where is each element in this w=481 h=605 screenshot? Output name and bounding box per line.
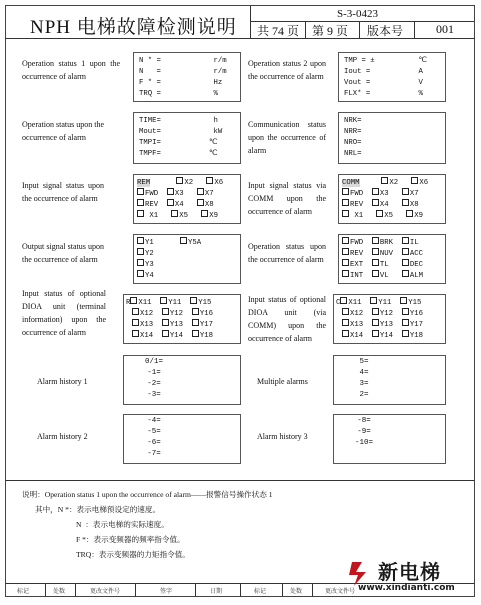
op1-field: F * = Hz — [139, 79, 223, 87]
history-value: -10= — [354, 439, 373, 447]
checkbox-icon — [342, 188, 349, 195]
input-row — [137, 199, 214, 211]
dioa-comm-cell: Y17 — [409, 321, 423, 329]
operation-cell: IL — [409, 239, 419, 247]
history-value: 0/1= — [144, 358, 163, 366]
input-box — [133, 174, 241, 224]
checkbox-icon — [402, 330, 409, 337]
checkbox-icon — [372, 188, 379, 195]
alarm-history-1-label: Alarm history 1 — [37, 377, 88, 386]
checkbox-icon — [132, 319, 139, 326]
output-cell: Y1 — [145, 239, 154, 247]
checkbox-icon — [130, 297, 137, 304]
input-row — [137, 188, 214, 200]
doc-title: NPH 电梯故障检测说明 — [30, 17, 237, 38]
watermark-url: www.xindianti.com — [358, 583, 455, 593]
checkbox-icon — [342, 248, 349, 255]
note-line: N ：表示电梯的实际速度。 — [76, 520, 169, 529]
input-comm-row — [342, 177, 428, 189]
checkbox-icon — [372, 199, 379, 206]
checkbox-icon — [190, 297, 197, 304]
dioa-comm-row — [336, 297, 421, 309]
checkbox-icon — [167, 199, 174, 206]
op1-label: Operation status 1 upon the occurrence of alarm — [22, 59, 120, 81]
note-line: 说明：Operation status 1 upon the occurrence of alarm——报警信号操作状态 1 — [22, 490, 273, 499]
alarm-history-3-label: Alarm history 3 — [257, 432, 308, 441]
checkbox-icon — [402, 199, 409, 206]
ops-box — [133, 112, 241, 164]
input-cell: FWD — [145, 190, 159, 198]
history-value: -8= — [357, 417, 371, 425]
version-label: 版本号 — [367, 24, 404, 38]
operation-row — [342, 248, 423, 260]
history-value: -4= — [147, 417, 161, 425]
input-cell: X4 — [174, 201, 184, 209]
comm-box — [338, 112, 446, 164]
input-cell: X6 — [214, 179, 224, 187]
op2-field: TMP = ± ℃ — [344, 57, 427, 65]
input-lead: REM — [137, 179, 151, 187]
checkbox-icon — [411, 177, 418, 184]
checkbox-icon — [197, 188, 204, 195]
checkbox-icon — [406, 210, 413, 217]
history-value: 4= — [359, 369, 369, 377]
output-row — [137, 237, 201, 249]
output-cell: Y3 — [145, 261, 154, 269]
dioa-comm-cell: Y11 — [378, 299, 392, 307]
dioa-comm-cell: X14 — [350, 332, 364, 340]
history-value: -3= — [147, 391, 161, 399]
doc-number: S-3-0423 — [337, 8, 378, 20]
header-sep-2 — [305, 21, 306, 38]
header-rule-2 — [5, 38, 475, 39]
input-comm-cell: X7 — [409, 190, 419, 198]
operation-row — [342, 270, 423, 282]
note-line: F *：表示变频器的频率指令值。 — [76, 535, 185, 544]
checkbox-icon — [372, 270, 379, 277]
checkbox-icon — [180, 237, 187, 244]
operation-cell: DEC — [409, 261, 423, 269]
footer-cell: 更改文件号 — [325, 589, 356, 595]
checkbox-icon — [402, 259, 409, 266]
output-row — [137, 270, 154, 282]
comm-field: NRO= — [344, 139, 362, 147]
dioa-comm-cell: X12 — [350, 310, 364, 318]
checkbox-icon — [137, 248, 144, 255]
dioa-comm-row — [342, 319, 423, 331]
note-line: TRQ：表示变频器的力矩指令值。 — [76, 550, 190, 559]
operation-cell: EXT — [350, 261, 364, 269]
input-comm-lead: COMM — [342, 179, 360, 187]
version-number: 001 — [436, 22, 454, 36]
checkbox-icon — [342, 210, 349, 217]
input-comm-cell: X8 — [409, 201, 419, 209]
checkbox-icon — [342, 259, 349, 266]
ops-field: TMPF= ℃ — [139, 150, 218, 158]
note-line: 其中，N *：表示电梯预设定的速度。 — [35, 505, 161, 514]
dioa-cell: Y11 — [168, 299, 182, 307]
ops-field: TIME= h — [139, 117, 218, 125]
footer-cell: 处数 — [53, 589, 66, 595]
checkbox-icon — [402, 237, 409, 244]
checkbox-icon — [162, 319, 169, 326]
checkbox-icon — [162, 330, 169, 337]
comm-label: Communication status upon the occurrence of alarm — [248, 120, 326, 155]
ops-field: Mout= kW — [139, 128, 223, 136]
operation-label: Operation status upon the occurrence of alarm — [248, 242, 326, 264]
checkbox-icon — [192, 308, 199, 315]
watermark-logo — [346, 556, 474, 598]
output-cell: Y2 — [145, 250, 154, 258]
checkbox-icon — [342, 330, 349, 337]
output-label: Output signal status upon the occurrence of alarm — [22, 242, 104, 264]
op1-field: N = r/m — [139, 68, 227, 76]
input-row — [137, 210, 218, 222]
checkbox-icon — [342, 270, 349, 277]
input-comm-cell: X4 — [379, 201, 389, 209]
operation-cell: REV — [350, 250, 364, 258]
ops-field: TMPI= ℃ — [139, 139, 218, 147]
checkbox-icon — [400, 297, 407, 304]
footer-sep — [312, 583, 313, 597]
checkbox-icon — [132, 308, 139, 315]
checkbox-icon — [167, 188, 174, 195]
checkbox-icon — [402, 270, 409, 277]
checkbox-icon — [137, 259, 144, 266]
alarm-history-2-label: Alarm history 2 — [37, 432, 88, 441]
footer-sep — [282, 583, 283, 597]
comm-field: NRL= — [344, 150, 362, 158]
output-cell: Y4 — [145, 272, 154, 280]
op1-box — [133, 52, 241, 102]
dioa-comm-cell: Y13 — [379, 321, 394, 329]
dioa-cell: X12 — [140, 310, 154, 318]
dioa-cell: Y14 — [169, 332, 184, 340]
dioa-comm-cell: Y18 — [409, 332, 423, 340]
checkbox-icon — [137, 210, 144, 217]
checkbox-icon — [197, 199, 204, 206]
checkbox-icon — [372, 248, 379, 255]
ops-label: Operation status upon the occurrence of alarm — [22, 120, 104, 142]
dioa-comm-row — [342, 308, 423, 320]
dioa-cell: X11 — [138, 299, 152, 307]
operation-cell: TL — [379, 261, 389, 269]
operation-cell: INT — [350, 272, 364, 280]
dioa-cell: Y15 — [198, 299, 212, 307]
dioa-comm-cell: Y16 — [409, 310, 423, 318]
op2-field: Iout = A — [344, 68, 423, 76]
checkbox-icon — [402, 248, 409, 255]
comm-field: NRK= — [344, 117, 362, 125]
checkbox-icon — [370, 297, 377, 304]
dioa-cell: Y16 — [199, 310, 213, 318]
input-comm-cell: X2 — [389, 179, 399, 187]
input-label: Input signal status upon the occurrence of alarm — [22, 181, 104, 203]
dioa-lead: R — [126, 299, 131, 307]
output-row — [137, 248, 154, 260]
operation-row — [342, 259, 423, 271]
footer-cell: 日期 — [210, 589, 223, 595]
checkbox-icon — [340, 297, 347, 304]
input-cell: X2 — [184, 179, 194, 187]
input-row — [137, 177, 223, 189]
page-number: 第 9 页 — [312, 24, 349, 38]
checkbox-icon — [160, 297, 167, 304]
dioa-box — [123, 294, 241, 344]
input-comm-cell: X1 — [354, 212, 364, 220]
checkbox-icon — [402, 188, 409, 195]
op2-label: Operation status 2 upon the occurrence of alarm — [248, 59, 326, 81]
history-value: -9= — [357, 428, 371, 436]
checkbox-icon — [376, 210, 383, 217]
checkbox-icon — [402, 319, 409, 326]
dioa-cell: Y17 — [199, 321, 213, 329]
checkbox-icon — [372, 330, 379, 337]
checkbox-icon — [402, 308, 409, 315]
checkbox-icon — [137, 188, 144, 195]
input-comm-cell: X9 — [414, 212, 423, 220]
output-cell: Y5A — [188, 239, 202, 247]
dioa-cell: X14 — [140, 332, 154, 340]
input-comm-row — [342, 188, 419, 200]
footer-sep — [45, 583, 46, 597]
watermark-text: 新电梯 — [378, 560, 441, 584]
input-comm-cell: X3 — [379, 190, 389, 198]
input-comm-box — [338, 174, 446, 224]
output-box — [133, 234, 241, 284]
operation-cell: ALM — [409, 272, 423, 280]
history-value: -1= — [147, 369, 161, 377]
alarm-history-1-box — [123, 355, 241, 405]
alarm-history-2-box — [123, 414, 241, 464]
dioa-comm-cell: Y12 — [379, 310, 394, 318]
comm-field: NRR= — [344, 128, 362, 136]
input-cell: X7 — [204, 190, 214, 198]
checkbox-icon — [372, 237, 379, 244]
input-cell: X1 — [149, 212, 159, 220]
input-comm-cell: X6 — [419, 179, 429, 187]
checkbox-icon — [381, 177, 388, 184]
operation-box — [338, 234, 446, 284]
op2-box — [338, 52, 446, 102]
input-comm-cell: REV — [350, 201, 364, 209]
checkbox-icon — [372, 319, 379, 326]
input-cell: X8 — [204, 201, 214, 209]
operation-row — [342, 237, 419, 249]
footer-sep — [75, 583, 76, 597]
input-cell: REV — [145, 201, 159, 209]
dioa-comm-cell: Y15 — [408, 299, 422, 307]
footer-cell: 更改文件号 — [90, 589, 121, 595]
dioa-comm-label: Input status of optional DIOA unit (via COMM) upon the occurrence of alarm — [248, 295, 326, 343]
output-row — [137, 259, 154, 271]
operation-cell: FWD — [350, 239, 364, 247]
operation-cell: NUV — [379, 250, 394, 258]
op2-field: Vout = V — [344, 79, 423, 87]
footer-cell: 处数 — [290, 589, 303, 595]
dioa-cell: Y12 — [169, 310, 184, 318]
op2-field: FLX* = % — [344, 90, 423, 98]
checkbox-icon — [206, 177, 213, 184]
footer-sep — [240, 583, 241, 597]
footer-sep — [135, 583, 136, 597]
footer-cell: 标记 — [17, 589, 30, 595]
dioa-row — [132, 308, 213, 320]
history-value: -5= — [147, 428, 161, 436]
input-cell: X3 — [174, 190, 184, 198]
dioa-comm-cell: X11 — [348, 299, 362, 307]
op1-field: TRQ = % — [139, 90, 218, 98]
checkbox-icon — [192, 330, 199, 337]
dioa-comm-cell: X13 — [350, 321, 364, 329]
operation-cell: ACC — [409, 250, 423, 258]
history-value: 5= — [359, 358, 369, 366]
history-value: 2= — [359, 391, 369, 399]
header-sep — [250, 6, 251, 38]
checkbox-icon — [342, 237, 349, 244]
op1-field: N * = r/m — [139, 57, 227, 65]
dioa-cell: Y13 — [169, 321, 184, 329]
dioa-comm-cell: Y14 — [379, 332, 394, 340]
checkbox-icon — [192, 319, 199, 326]
dioa-row — [126, 297, 211, 309]
input-comm-row — [342, 199, 419, 211]
notes-rule — [5, 480, 475, 481]
multiple-alarms-label: Multiple alarms — [257, 377, 308, 386]
operation-cell: VL — [379, 272, 389, 280]
dioa-row — [132, 330, 213, 342]
header-sep-3 — [359, 21, 360, 38]
checkbox-icon — [162, 308, 169, 315]
history-value: -6= — [147, 439, 161, 447]
dioa-comm-row — [342, 330, 423, 342]
input-comm-row — [342, 210, 423, 222]
checkbox-icon — [372, 308, 379, 315]
checkbox-icon — [372, 259, 379, 266]
checkbox-icon — [176, 177, 183, 184]
dioa-row — [132, 319, 213, 331]
dioa-comm-lead: C — [336, 299, 341, 307]
footer-cell: 签字 — [160, 589, 173, 595]
footer-cell: 标记 — [254, 589, 267, 595]
total-pages: 共 74 页 — [257, 24, 300, 38]
multiple-alarms-box — [333, 355, 446, 405]
history-value: -2= — [147, 380, 161, 388]
history-value: -7= — [147, 450, 161, 458]
checkbox-icon — [137, 199, 144, 206]
checkbox-icon — [342, 319, 349, 326]
checkbox-icon — [342, 308, 349, 315]
footer-sep — [195, 583, 196, 597]
dioa-cell: Y18 — [199, 332, 213, 340]
alarm-history-3-box — [333, 414, 446, 464]
input-comm-label: Input signal status via COMM upon the occurrence of alarm — [248, 181, 326, 216]
dioa-cell: X13 — [140, 321, 154, 329]
history-value: 3= — [359, 380, 369, 388]
checkbox-icon — [132, 330, 139, 337]
dioa-label: Input status of optional DIOA unit (terminal information) upon the occurrence of alarm — [22, 289, 106, 337]
checkbox-icon — [201, 210, 208, 217]
dioa-comm-box — [333, 294, 446, 344]
checkbox-icon — [171, 210, 178, 217]
input-comm-cell: FWD — [350, 190, 364, 198]
checkbox-icon — [137, 237, 144, 244]
header-sep-4 — [414, 21, 415, 38]
checkbox-icon — [137, 270, 144, 277]
input-cell: X5 — [179, 212, 189, 220]
input-cell: X9 — [209, 212, 218, 220]
input-comm-cell: X5 — [384, 212, 394, 220]
operation-cell: BRK — [379, 239, 394, 247]
checkbox-icon — [342, 199, 349, 206]
